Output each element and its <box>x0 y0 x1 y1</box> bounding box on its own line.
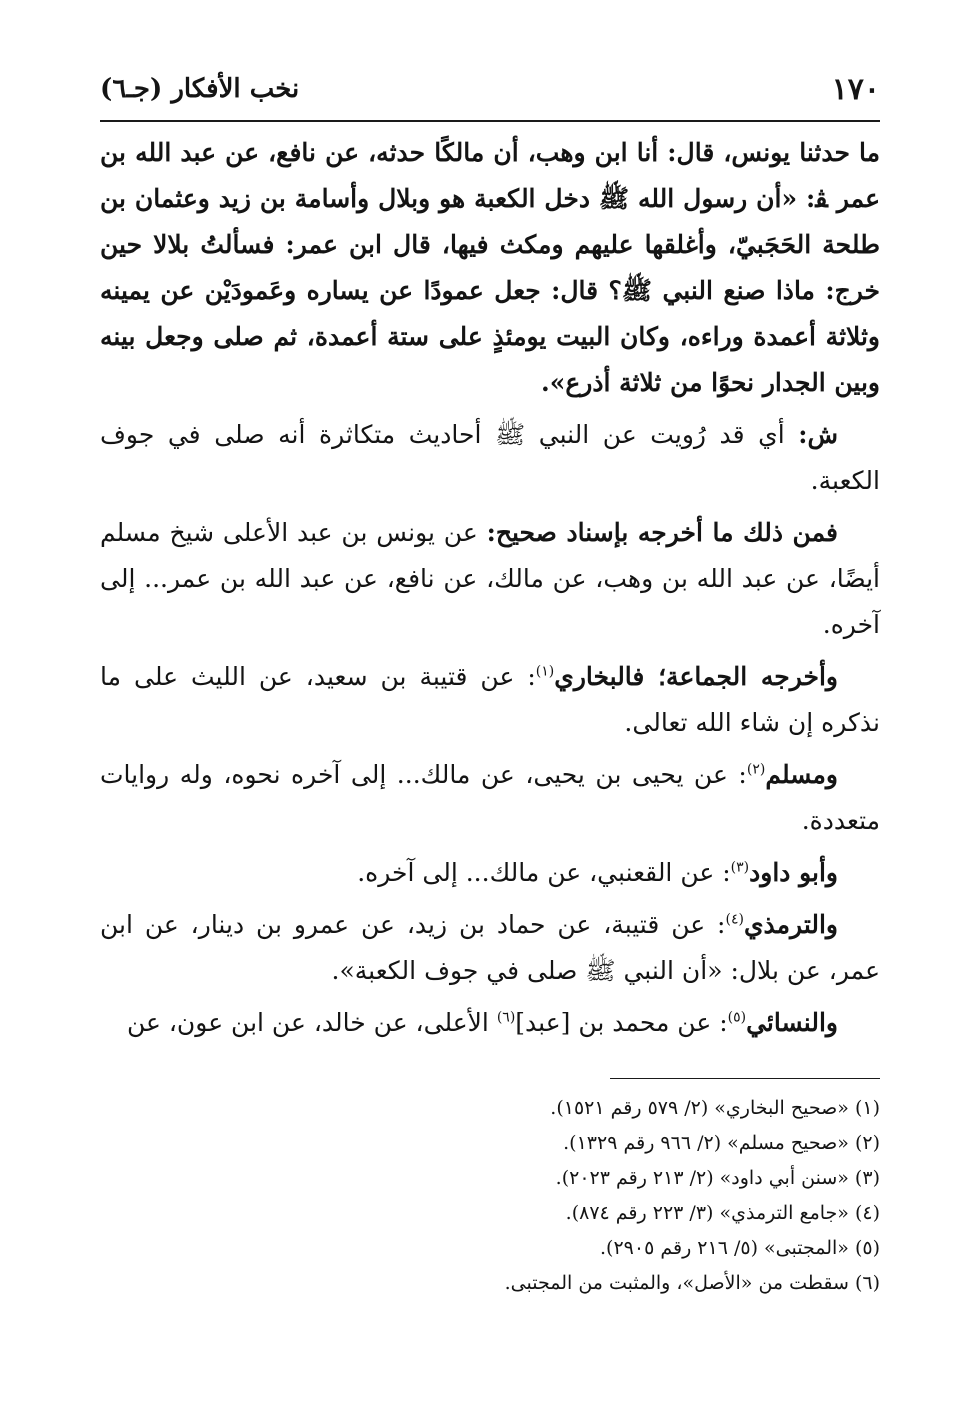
paragraph-sahih <box>100 510 880 648</box>
paragraph-nasai <box>100 1000 880 1046</box>
footnote-ref-3[interactable]: (٣) <box>730 859 750 876</box>
nasai-lead: والنسائي <box>746 1008 838 1037</box>
paragraph-abu-dawud <box>100 850 880 896</box>
paragraph-muslim <box>100 752 880 844</box>
paragraph-hadith <box>100 130 880 406</box>
footnote-ref-5[interactable]: (٥) <box>727 1009 747 1026</box>
main-text <box>100 130 880 1052</box>
footnote-3: (٣) «سنن أبي داود» (٢/ ٢١٣ رقم ٢٠٢٣). <box>555 1167 880 1189</box>
footnote-1: (١) «صحيح البخاري» (٢/ ٥٧٩ رقم ١٥٢١). <box>550 1097 880 1119</box>
footnote-2: (٢) «صحيح مسلم» (٢/ ٩٦٦ رقم ١٣٢٩). <box>563 1132 880 1154</box>
tirmidhi-lead: والترمذي <box>743 910 838 939</box>
paragraph-tirmidhi <box>100 902 880 994</box>
footnote-5: (٥) «المجتبى» (٥/ ٢١٦ رقم ٢٩٠٥). <box>600 1237 880 1259</box>
paragraph-bukhari <box>100 654 880 746</box>
muslim-text: : عن يحيى بن يحيى، عن مالك... إلى آخره نحوه، وله روايات متعددة. <box>100 760 880 835</box>
footnote-6: (٦) سقطت من «الأصل»، والمثبت من المجتبى. <box>504 1272 880 1294</box>
footnote-4: (٤) «جامع الترمذي» (٣/ ٢٢٣ رقم ٨٧٤). <box>565 1202 880 1224</box>
muslim-lead: ومسلم <box>765 760 838 789</box>
book-title: نخب الأفكار (جـ٦) <box>100 74 300 104</box>
abu-dawud-text: : عن القعنبي، عن مالك... إلى آخره. <box>357 858 731 887</box>
paragraph-commentary <box>100 412 880 504</box>
footnote-ref-4[interactable]: (٤) <box>725 911 744 928</box>
commentary-marker: ش: <box>798 420 838 449</box>
commentary-text: أي قد رُويت عن النبي ﷺ أحاديث متكاثرة أنه صلى في جوف الكعبة. <box>100 420 880 495</box>
page-number: ١٧٠ <box>831 72 880 107</box>
nasai-text-a: : عن محمد بن [عبد] <box>515 1008 728 1037</box>
sahih-lead: فمن ذلك ما أخرجه بإسناد صحيح: <box>486 518 838 547</box>
footnote-divider <box>610 1078 880 1079</box>
footnote-ref-1[interactable]: (١) <box>535 663 555 680</box>
tirmidhi-text: : عن قتيبة، عن حماد بن زيد، عن عمرو بن دينار، عن ابن عمر، عن بلال: «أن النبي ﷺ صلى في جوف الكعبة». <box>100 910 880 985</box>
bukhari-lead: وأخرجه الجماعة؛ فالبخاري <box>554 662 838 691</box>
nasai-text-b: الأعلى، عن خالد، عن ابن عون، عن <box>126 1008 497 1037</box>
footnote-ref-6[interactable]: (٦) <box>496 1009 516 1026</box>
abu-dawud-lead: وأبو داود <box>749 858 838 887</box>
hadith-text: ما حدثنا يونس، قال: أنا ابن وهب، أن مالكًا حدثه، عن نافع، عن عبد الله بن عمر ﭭ: «أن رسول الله ﷺ دخل الكعبة هو وبلال وأسامة بن زيد وعثمان بن طلحة الحَجَبيّ، وأغلقها عليهم ومكث فيها، قال ابن عمر: فسألتُ بلالا حين خرج: ماذا صنع النبي ﷺ؟ قال: جعل عمودًا عن يساره وعَمودَيْن عن يمينه وثلاثة أعمدة وراءه، وكان البيت يومئذٍ على ستة أعمدة، ثم صلى وجعل بينه وبين الجدار نحوًا من ثلاثة أذرع». <box>100 138 880 397</box>
footnote-ref-2[interactable]: (٢) <box>746 761 766 778</box>
footnotes <box>100 1078 880 1301</box>
sahih-text: عن يونس بن عبد الأعلى شيخ مسلم أيضًا، عن عبد الله بن وهب، عن مالك، عن نافع، عن عبد الله بن عمر... إلى آخره. <box>100 518 880 639</box>
running-header <box>100 68 880 122</box>
bukhari-text: : عن قتيبة بن سعيد، عن الليث على ما نذكره إن شاء الله تعالى. <box>100 662 880 737</box>
